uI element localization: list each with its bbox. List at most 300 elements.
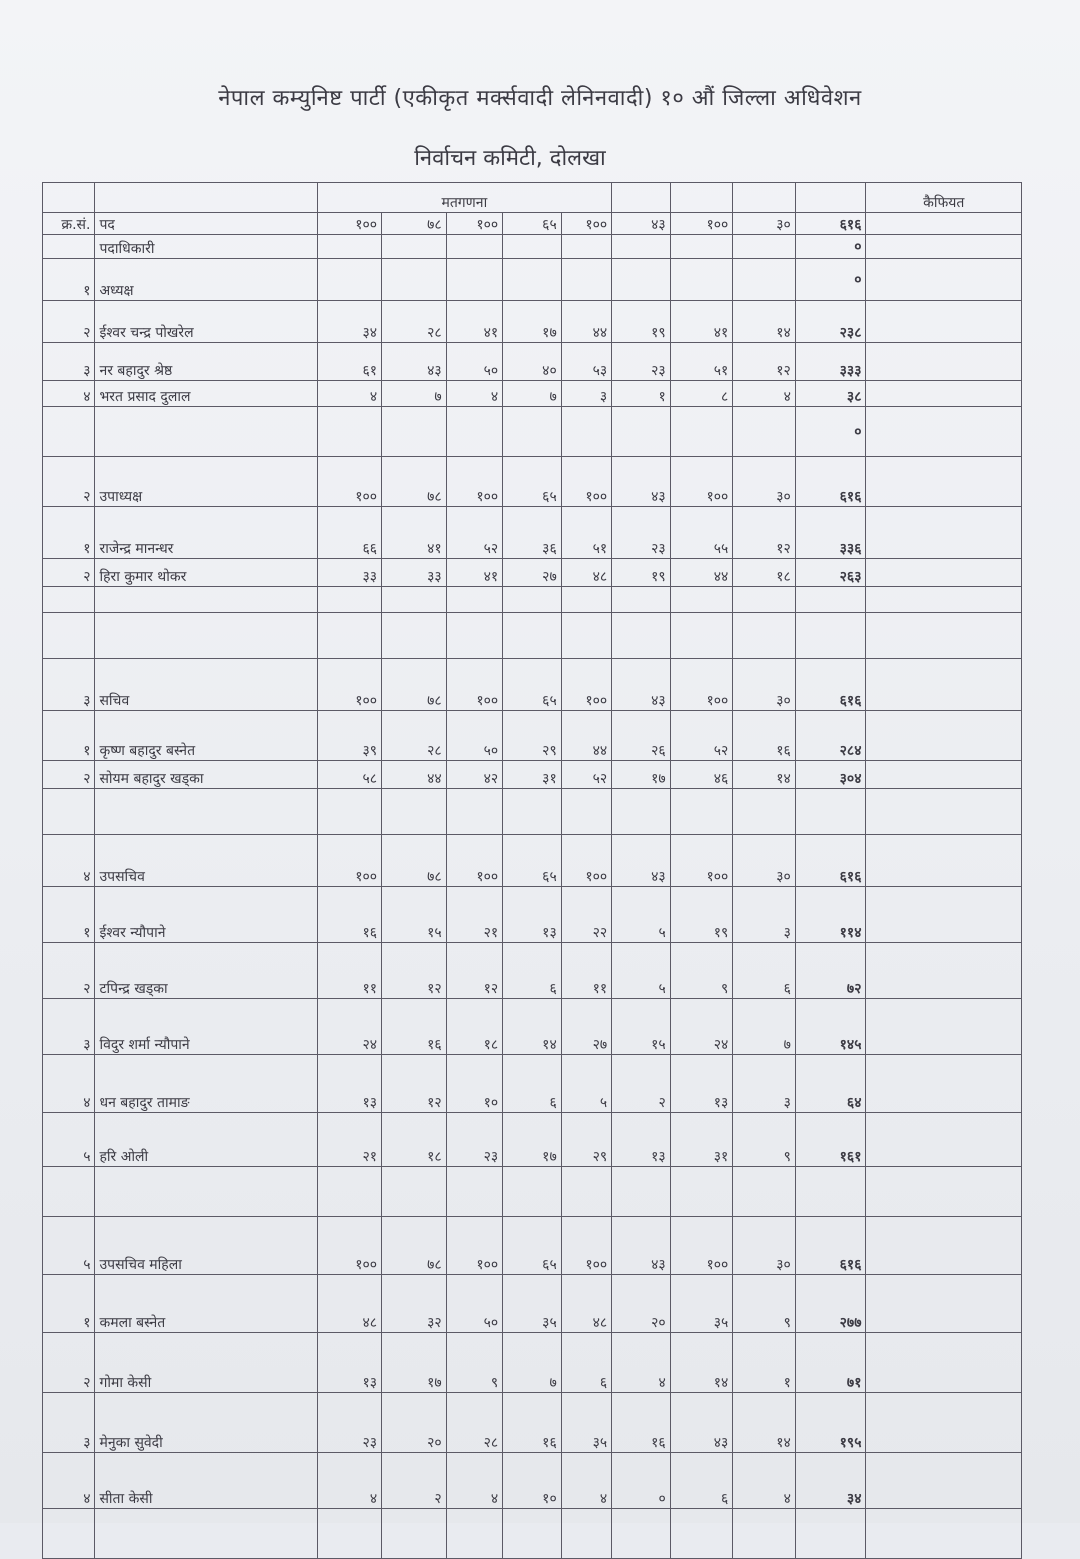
vote-count: १३: [670, 1055, 733, 1113]
vote-count: ६५: [503, 1217, 562, 1275]
vote-count: ९: [733, 1275, 796, 1333]
candidate-name: हिरा कुमार थोकर: [95, 559, 317, 587]
vote-count: ११: [317, 943, 382, 999]
vote-count: ६१: [317, 343, 382, 381]
vote-count: ५२: [670, 711, 733, 761]
vote-count: ९: [670, 943, 733, 999]
vote-count: ५: [612, 943, 671, 999]
post-name: अध्यक्ष: [95, 259, 317, 301]
blank-cell: [503, 613, 562, 659]
header-blank: [43, 183, 95, 213]
candidate-name: मेनुका सुवेदी: [95, 1393, 317, 1453]
column-total-cell: १००: [317, 213, 382, 235]
vote-count: १२: [733, 343, 796, 381]
vote-count: ४१: [670, 301, 733, 343]
vote-count: ६५: [503, 659, 562, 711]
blank-cell: [866, 1167, 1022, 1217]
blank-cell: [612, 1167, 671, 1217]
blank-cell: [733, 613, 796, 659]
remarks-cell: [866, 1333, 1022, 1393]
header-blank: [733, 183, 796, 213]
blank-cell: [670, 1509, 733, 1559]
total-votes: ६१६: [795, 457, 866, 507]
column-total-cell: १००: [446, 213, 503, 235]
remarks-cell: [866, 711, 1022, 761]
blank-cell: [382, 587, 447, 613]
blank-cell: [43, 1167, 95, 1217]
remarks-cell: [866, 1217, 1022, 1275]
candidate-name: गोमा केसी: [95, 1333, 317, 1393]
serial-number: २: [43, 943, 95, 999]
vote-count: १४: [733, 301, 796, 343]
remarks-cell: [866, 235, 1022, 259]
vote-count: ५२: [561, 761, 611, 789]
remarks-cell: [866, 1453, 1022, 1509]
total-votes: ६४: [795, 1055, 866, 1113]
vote-count: १४: [733, 761, 796, 789]
candidate-row: [43, 1275, 1022, 1333]
vote-count: २३: [317, 1393, 382, 1453]
empty-cell: [503, 407, 562, 457]
remarks-cell: [866, 999, 1022, 1055]
document-title: नेपाल कम्युनिष्ट पार्टी (एकीकृत मर्क्सवादी लेनिनवादी) १० औं जिल्ला अधिवेशन: [218, 86, 862, 111]
post-name: उपसचिव: [95, 835, 317, 887]
serial-number: १: [43, 507, 95, 559]
header-blank: [670, 183, 733, 213]
serial-number: १: [43, 259, 95, 301]
serial-number: ३: [43, 659, 95, 711]
serial-number: ५: [43, 1113, 95, 1167]
remarks-cell: [866, 559, 1022, 587]
total-votes: ३३३: [795, 343, 866, 381]
vote-count: ६: [503, 943, 562, 999]
column-total-cell: ४३: [612, 213, 671, 235]
empty-cell: [670, 259, 733, 301]
vote-count: १००: [317, 835, 382, 887]
vote-count: २१: [446, 887, 503, 943]
blank-cell: [317, 789, 382, 835]
document-subtitle: निर्वाचन कमिटी, दोलखा: [414, 146, 606, 171]
empty-cell: [317, 235, 382, 259]
total-votes: ३३६: [795, 507, 866, 559]
empty-cell: [317, 259, 382, 301]
candidate-name: ईश्वर चन्द्र पोखरेल: [95, 301, 317, 343]
vote-count: १३: [317, 1333, 382, 1393]
vote-count: १४: [670, 1333, 733, 1393]
blank-cell: [95, 587, 317, 613]
total-votes: ३०४: [795, 761, 866, 789]
remarks-header: कैफियत: [866, 183, 1022, 213]
candidate-row: [43, 1113, 1022, 1167]
vote-count: ५८: [317, 761, 382, 789]
remarks-cell: [866, 301, 1022, 343]
vote-count: ४४: [561, 301, 611, 343]
post-name: उपाध्यक्ष: [95, 457, 317, 507]
section-label-row: [43, 259, 1022, 301]
blank-cell: [795, 587, 866, 613]
vote-count: ४४: [561, 711, 611, 761]
vote-count: २६: [612, 711, 671, 761]
vote-count: ६: [670, 1453, 733, 1509]
candidate-name: कृष्ण बहादुर बस्नेत: [95, 711, 317, 761]
total-votes: १४५: [795, 999, 866, 1055]
blank-cell: [317, 1167, 382, 1217]
empty-cell: [561, 259, 611, 301]
candidate-name: राजेन्द्र मानन्धर: [95, 507, 317, 559]
vote-count: ७: [503, 1333, 562, 1393]
remarks-cell: [866, 381, 1022, 407]
vote-count: ७८: [382, 1217, 447, 1275]
vote-count: ४: [317, 381, 382, 407]
blank-cell: [670, 1167, 733, 1217]
blank-cell: [670, 613, 733, 659]
remarks-cell: [866, 1113, 1022, 1167]
total-votes: ७१: [795, 1333, 866, 1393]
remarks-cell: [866, 943, 1022, 999]
vote-count: २९: [561, 1113, 611, 1167]
vote-count: ४: [612, 1333, 671, 1393]
vote-count: ३०: [733, 835, 796, 887]
serial-number: ४: [43, 1055, 95, 1113]
column-header-row: [43, 213, 1022, 235]
vote-count: १५: [382, 887, 447, 943]
candidate-row: [43, 887, 1022, 943]
section-label-row: [43, 235, 1022, 259]
vote-count: २२: [561, 887, 611, 943]
vote-count: ९: [446, 1333, 503, 1393]
vote-count: ४१: [446, 559, 503, 587]
total-votes: ६१६: [795, 1217, 866, 1275]
vote-count: ३०: [733, 457, 796, 507]
serial-number: ४: [43, 835, 95, 887]
vote-count: १: [733, 1333, 796, 1393]
vote-count: १४: [503, 999, 562, 1055]
blank-cell: [446, 1167, 503, 1217]
blank-cell: [446, 587, 503, 613]
blank-cell: [670, 587, 733, 613]
vote-count: ७८: [382, 659, 447, 711]
vote-count: ४: [733, 1453, 796, 1509]
vote-count: २७: [561, 999, 611, 1055]
vote-count: २०: [612, 1275, 671, 1333]
total-votes: ६१६: [795, 835, 866, 887]
vote-count: २३: [612, 343, 671, 381]
post-header: पद: [95, 213, 317, 235]
vote-count: ३३: [317, 559, 382, 587]
vote-count: २८: [382, 301, 447, 343]
empty-cell: [561, 235, 611, 259]
candidate-row: [43, 301, 1022, 343]
blank-row: [43, 789, 1022, 835]
empty-cell: [733, 259, 796, 301]
empty-cell: [733, 407, 796, 457]
remarks-cell: [866, 457, 1022, 507]
vote-count: ७८: [382, 835, 447, 887]
vote-count: १००: [670, 457, 733, 507]
column-total-cell: ६१६: [795, 213, 866, 235]
blank-cell: [561, 587, 611, 613]
vote-count: १९: [612, 301, 671, 343]
blank-cell: [317, 613, 382, 659]
vote-count: ४४: [382, 761, 447, 789]
candidate-name: विदुर शर्मा न्यौपाने: [95, 999, 317, 1055]
vote-count: १२: [382, 943, 447, 999]
vote-count: १००: [670, 659, 733, 711]
vote-count: १२: [446, 943, 503, 999]
vote-count: ३१: [670, 1113, 733, 1167]
vote-count: १००: [561, 659, 611, 711]
blank-cell: [612, 587, 671, 613]
vote-count: १६: [733, 711, 796, 761]
post-row: [43, 835, 1022, 887]
candidate-row: [43, 999, 1022, 1055]
vote-count: ३५: [670, 1275, 733, 1333]
empty-cell: [446, 259, 503, 301]
candidate-name: नर बहादुर श्रेष्ठ: [95, 343, 317, 381]
empty-cell: [503, 259, 562, 301]
empty-cell: [612, 259, 671, 301]
vote-count: १००: [446, 835, 503, 887]
total-votes: २३८: [795, 301, 866, 343]
blank-cell: [95, 613, 317, 659]
vote-count: १८: [733, 559, 796, 587]
vote-count: १००: [317, 659, 382, 711]
serial-number: १: [43, 711, 95, 761]
vote-count: २४: [670, 999, 733, 1055]
blank-cell: [561, 789, 611, 835]
vote-count: ४८: [317, 1275, 382, 1333]
vote-count: ३०: [733, 659, 796, 711]
empty-cell: [446, 407, 503, 457]
vote-count: १००: [561, 1217, 611, 1275]
vote-count: ३६: [503, 507, 562, 559]
vote-count: ४: [733, 381, 796, 407]
vote-count-table: [42, 182, 1022, 1559]
vote-count: १८: [382, 1113, 447, 1167]
vote-count: ३२: [382, 1275, 447, 1333]
blank-cell: [866, 613, 1022, 659]
vote-count: ४३: [612, 835, 671, 887]
candidate-name: कमला बस्नेत: [95, 1275, 317, 1333]
vote-count: ४: [317, 1453, 382, 1509]
blank-cell: [733, 587, 796, 613]
post-name: उपसचिव महिला: [95, 1217, 317, 1275]
vote-count: ५३: [561, 343, 611, 381]
blank-cell: [612, 613, 671, 659]
serial-number: २: [43, 761, 95, 789]
candidate-name: ईश्वर न्यौपाने: [95, 887, 317, 943]
blank-row: [43, 613, 1022, 659]
vote-count: १००: [670, 1217, 733, 1275]
candidate-name: सीता केसी: [95, 1453, 317, 1509]
vote-count: ६५: [503, 835, 562, 887]
vote-count: १७: [382, 1333, 447, 1393]
vote-count: १३: [317, 1055, 382, 1113]
total-votes: २६३: [795, 559, 866, 587]
serial-number: ५: [43, 1217, 95, 1275]
remarks-cell: [866, 507, 1022, 559]
remarks-cell: [866, 1393, 1022, 1453]
total-votes: ३८: [795, 381, 866, 407]
candidate-row: [43, 711, 1022, 761]
vote-count: १४: [733, 1393, 796, 1453]
column-total-cell: ७८: [382, 213, 447, 235]
vote-count: ४: [561, 1453, 611, 1509]
candidate-row: [43, 943, 1022, 999]
candidate-name: सोयम बहादुर खड्का: [95, 761, 317, 789]
header-blank: [795, 183, 866, 213]
vote-count: ८: [670, 381, 733, 407]
candidate-row: [43, 381, 1022, 407]
vote-count: १६: [612, 1393, 671, 1453]
vote-count: ७: [733, 999, 796, 1055]
vote-count: ४४: [670, 559, 733, 587]
remarks-cell: [866, 761, 1022, 789]
blank-cell: [561, 1167, 611, 1217]
vote-count: १२: [382, 1055, 447, 1113]
remarks-cell: [866, 259, 1022, 301]
vote-count: ६५: [503, 457, 562, 507]
vote-count: ४३: [612, 1217, 671, 1275]
serial-number: ३: [43, 999, 95, 1055]
blank-row: [43, 1167, 1022, 1217]
empty-cell: [446, 235, 503, 259]
vote-count: ५२: [446, 507, 503, 559]
vote-count: १८: [446, 999, 503, 1055]
vote-count: ४६: [670, 761, 733, 789]
header-row: [43, 183, 1022, 213]
remarks-cell: [866, 1055, 1022, 1113]
blank-cell: [95, 789, 317, 835]
blank-cell: [866, 1509, 1022, 1559]
vote-count: ७: [382, 381, 447, 407]
empty-cell: [670, 407, 733, 457]
vote-count: ३५: [503, 1275, 562, 1333]
blank-cell: [561, 613, 611, 659]
total-votes: १६१: [795, 1113, 866, 1167]
vote-count: ११: [561, 943, 611, 999]
vote-count: ३५: [561, 1393, 611, 1453]
vote-count: ३४: [317, 301, 382, 343]
empty-cell: [612, 407, 671, 457]
blank-row: [43, 587, 1022, 613]
serial-number: ४: [43, 1453, 95, 1509]
vote-count: ३: [561, 381, 611, 407]
remarks-cell: [866, 1275, 1022, 1333]
blank-cell: [733, 1167, 796, 1217]
vote-count: १७: [503, 1113, 562, 1167]
vote-count: २८: [446, 1393, 503, 1453]
vote-count: १००: [670, 835, 733, 887]
remarks-cell: [866, 659, 1022, 711]
blank-cell: [503, 789, 562, 835]
serial-number: २: [43, 301, 95, 343]
vote-count: १००: [317, 1217, 382, 1275]
total-votes: ६१६: [795, 659, 866, 711]
empty-cell: [612, 235, 671, 259]
vote-count: २०: [382, 1393, 447, 1453]
vote-count: ४: [446, 1453, 503, 1509]
candidate-row: [43, 1453, 1022, 1509]
candidate-row: [43, 559, 1022, 587]
vote-count: ३१: [503, 761, 562, 789]
post-name: सचिव: [95, 659, 317, 711]
serial-header: क्र.सं.: [43, 213, 95, 235]
vote-count: १००: [561, 457, 611, 507]
total-votes: ११४: [795, 887, 866, 943]
post-name: पदाधिकारी: [95, 235, 317, 259]
vote-count: ३: [733, 1055, 796, 1113]
vote-count: २३: [446, 1113, 503, 1167]
remarks-cell: [866, 835, 1022, 887]
vote-count: ५०: [446, 711, 503, 761]
vote-count: २३: [612, 507, 671, 559]
vote-count: ३३: [382, 559, 447, 587]
total-votes: २८४: [795, 711, 866, 761]
serial-number: १: [43, 887, 95, 943]
counting-header: मतगणना: [317, 183, 612, 213]
total-votes: २७७: [795, 1275, 866, 1333]
candidate-name: टपिन्द्र खड्का: [95, 943, 317, 999]
vote-count: १००: [446, 659, 503, 711]
total-votes: ७२: [795, 943, 866, 999]
vote-count: १३: [503, 887, 562, 943]
blank-cell: [503, 587, 562, 613]
blank-cell: [446, 1509, 503, 1559]
blank-cell: [43, 613, 95, 659]
blank-cell: [612, 1509, 671, 1559]
blank-cell: [446, 613, 503, 659]
vote-count: २: [382, 1453, 447, 1509]
vote-count: १५: [612, 999, 671, 1055]
vote-count: ४३: [612, 659, 671, 711]
serial-number: ४: [43, 381, 95, 407]
post-row: [43, 457, 1022, 507]
blank-cell: [561, 1509, 611, 1559]
vote-count: ४: [446, 381, 503, 407]
vote-count: ३९: [317, 711, 382, 761]
blank-cell: [733, 789, 796, 835]
candidate-row: [43, 507, 1022, 559]
vote-count: १००: [561, 835, 611, 887]
candidate-row: [43, 343, 1022, 381]
remarks-cell: [866, 407, 1022, 457]
vote-count: २: [612, 1055, 671, 1113]
vote-count: १६: [317, 887, 382, 943]
vote-count: ९: [733, 1113, 796, 1167]
vote-count: १३: [612, 1113, 671, 1167]
vote-count: ६: [503, 1055, 562, 1113]
vote-count: ५: [561, 1055, 611, 1113]
empty-cell: [561, 407, 611, 457]
vote-count: ४२: [446, 761, 503, 789]
blank-cell: [795, 1509, 866, 1559]
empty-cell: [503, 235, 562, 259]
remarks-cell: [866, 887, 1022, 943]
remarks-cell: [866, 213, 1022, 235]
vote-count: ६६: [317, 507, 382, 559]
vote-count: १००: [446, 457, 503, 507]
vote-count: ५१: [561, 507, 611, 559]
blank-cell: [866, 587, 1022, 613]
empty-cell: [670, 235, 733, 259]
column-total-cell: १००: [670, 213, 733, 235]
vote-count: ४१: [382, 507, 447, 559]
vote-count: २८: [382, 711, 447, 761]
column-total-cell: ३०: [733, 213, 796, 235]
vote-count: १००: [446, 1217, 503, 1275]
vote-count: १७: [503, 301, 562, 343]
